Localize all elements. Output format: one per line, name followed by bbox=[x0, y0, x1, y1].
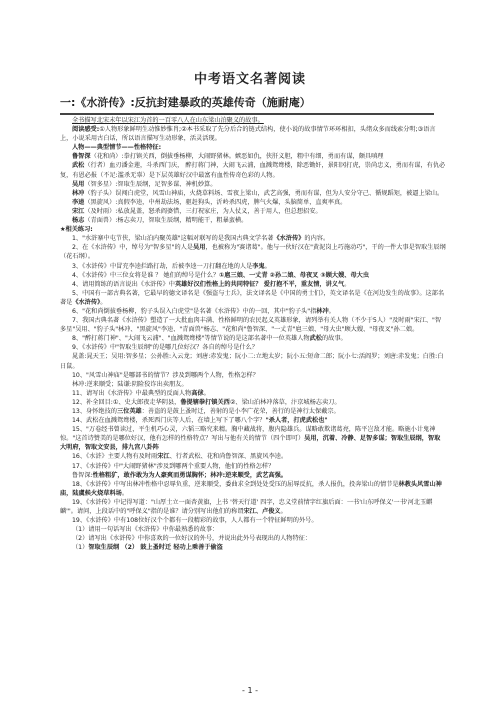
question-text: 9、《水浒传》中"智取生辰纲"的是哪几位好汉？各自的绰号是什么？ bbox=[72, 344, 258, 352]
answer-text: 性格粗犷，敢作敢为为人豪爽而勇谋胸怀；林冲:逆来顺受，武艺高强。 bbox=[92, 471, 287, 479]
guide-paragraph bbox=[60, 125, 446, 143]
question-tail: 的内容。 bbox=[304, 235, 330, 243]
heading-underline bbox=[60, 113, 434, 115]
question-tail: 。 bbox=[328, 307, 335, 315]
question-item bbox=[60, 534, 446, 543]
question-item bbox=[60, 525, 446, 534]
question-tail: 。 bbox=[264, 262, 271, 270]
answer-text: 三位英雄 bbox=[117, 408, 142, 415]
answer-text: 英雄好汉们性格上的共同特征？ 爱打抱不平，重友情，讲义气 bbox=[174, 280, 345, 288]
question-text: （1）请用一句话写出《水浒传》中你最熟悉的故事： bbox=[72, 526, 219, 534]
character-entry bbox=[60, 161, 446, 179]
answer-text: 林教头风雪山神庙，陆虞候火烧草料场 bbox=[60, 480, 442, 497]
question-item bbox=[60, 316, 446, 334]
answer-text: 武松 bbox=[309, 335, 322, 343]
question-item bbox=[60, 307, 446, 316]
character-description: （智多星）:智取生辰纲，足智多谋、神机妙算。 bbox=[84, 180, 217, 188]
character-name: 吴用 bbox=[72, 180, 85, 188]
question-text: 8、"醉打蒋门神"、"大闹飞云浦"、"血溅鸳鸯楼"等情节说的是这部名著中一位英雄人物 bbox=[72, 335, 310, 343]
question-text: 10、"风雪山神庙"是哪部书的情节？涉及到哪两个人物，性格怎样？ bbox=[72, 371, 259, 379]
question-item bbox=[60, 452, 446, 461]
character-entry bbox=[60, 180, 446, 189]
question-item bbox=[60, 471, 446, 480]
guide-text: ①人物形象鲜明生动惟妙惟肖;②本书采取了先分后合的链式结构，使小说的故事情节环环相扣，头绪众多而线索分明;③语言上，小说采用古白话，所以语言描写生动形象，活灵活现。 bbox=[60, 126, 436, 143]
question-item bbox=[60, 407, 446, 416]
question-text: （1） bbox=[72, 544, 89, 552]
question-item bbox=[60, 498, 446, 516]
question-item bbox=[60, 280, 446, 289]
answer-text: 鲁提辖拳打镇关西 bbox=[180, 398, 230, 406]
question-text: 4、请用简练的语言说出《水浒传》中 bbox=[72, 280, 175, 288]
question-item bbox=[60, 371, 446, 380]
question-tail: 。 bbox=[203, 389, 210, 397]
question-item bbox=[60, 243, 446, 261]
character-description: （及时雨）:私放晁盖，怒杀阎婆惜，三打祝家庄，为人仗义，善于用人，但总想招安。 bbox=[84, 207, 322, 215]
question-item bbox=[60, 234, 446, 243]
question-text: 18、《水浒传》中写出林冲性格中忍辱负重，逆来顺受，委曲求全到处处受压的屈辱反抗，杀人报仇，投奔梁山的情节是 bbox=[72, 480, 399, 488]
question-text: 7、我国古典名著《水浒传》塑造了一大批血肉丰满、性格鲜明的农民起义英雄形象，请列举有关人物（不少于5人）"及时雨"宋江、"智多星"吴用、"豹子头"林冲、"黑旋风"李逵、"青面兽"杨志、"花和尚"鲁智深、"一丈青"扈三娘、"母大虫"顾大嫂、"母夜叉"孙二娘 bbox=[60, 317, 442, 334]
answer-text: "杀人者，打虎武松也" bbox=[265, 417, 328, 425]
question-text: （2）请写出《水浒传》中你喜欢的一位好汉的外号，并说出此外号表现出的人物特征： bbox=[72, 535, 312, 543]
character-name: 鲁智深 bbox=[72, 153, 91, 161]
question-item bbox=[60, 543, 446, 552]
question-text: 5、中国有一部古典名著，它最早的德文译名是《强盗与士兵》，法文译名是《中国的勇士们》，英文译名是《在河边发生的故事》。这部名著是 bbox=[60, 289, 445, 306]
page-title: 中考语文名著阅读 bbox=[193, 72, 306, 87]
question-text: 16、《水浒》主要人物有及时雨 bbox=[72, 453, 158, 461]
question-tail: ，也被称为"赛诸葛"。他与一伙好汉在"黄泥岗上巧施动巧"，干的一件大事是智取生辰纲（花石纲）。 bbox=[60, 244, 446, 261]
question-text: 3、《水浒传》中冒充李逵拦路打劫，后被李逵一刀打翻在地的人是 bbox=[72, 262, 253, 270]
answer-text: 《水浒传》 bbox=[273, 235, 305, 243]
character-description: （豹子头）误闯白虎堂，风雪山神庙，火烧草料场、雪夜上梁山，武艺高强，勇而有谋，但为人安分守己、循规蹈矩，被逼上梁山。 bbox=[84, 189, 444, 197]
answer-text: 高俅 bbox=[191, 389, 204, 397]
questions-list bbox=[60, 234, 446, 552]
question-item bbox=[60, 425, 446, 452]
character-name: 林冲 bbox=[72, 189, 85, 197]
question-text: 鲁智深: bbox=[72, 471, 93, 479]
character-entry bbox=[60, 207, 446, 216]
character-entry bbox=[60, 152, 446, 161]
answer-text: 吴用，沉着、冷静、足智多谋；智取生辰纲，智取大明府，智取文安县，排九宫八卦阵 bbox=[60, 435, 441, 452]
question-item bbox=[60, 352, 446, 370]
characters-heading: 人物——典型情节——性格特征: bbox=[72, 144, 162, 152]
question-tail: ：善盗的是鼓上蚤时迁，善射的是小李广花荣，善行的是神行太保戴宗。 bbox=[141, 408, 340, 415]
question-text: 17、《水浒传》中"大闹野猪林"涉及到哪两个重要人物，他们的性格怎样？ bbox=[72, 462, 275, 470]
intro-line: 全书描写北宋末年以宋江为首的一百零八人在山东梁山泊聚义的故事。 bbox=[72, 117, 264, 124]
character-entry bbox=[60, 198, 446, 207]
character-entry bbox=[60, 216, 446, 225]
document-body bbox=[60, 116, 446, 553]
practice-heading: ★相关练习: bbox=[60, 226, 93, 234]
section-number: 一: bbox=[60, 96, 76, 109]
guide-label: 阅读感受: bbox=[72, 126, 100, 134]
question-item bbox=[60, 462, 446, 471]
question-item bbox=[60, 271, 446, 280]
answer-text: 李鬼 bbox=[252, 262, 265, 270]
question-text: 林冲:逆来顺受；陆谦:阴险狡诈出卖朋友。 bbox=[72, 380, 188, 388]
answer-text: 智取生辰纲 （2） 鼓上蚤时迁 轻功上乘善于偷盗 bbox=[88, 544, 223, 552]
character-description: （青面兽）:杨志卖刀，智取生辰纲，精明能干，粗暴蛮横。 bbox=[84, 217, 248, 225]
question-item bbox=[60, 262, 446, 271]
question-text: 12、补全回目:①、史大郎夜走华阴县， bbox=[72, 398, 181, 406]
question-item bbox=[60, 398, 446, 407]
question-text: 11、请写出《水浒传》中最典型的反面人物 bbox=[72, 389, 192, 397]
question-text: 19、《水浒传》中有108位好汉个个都有一段精彩的故事，人人都有一个特征鲜明的外号。 bbox=[72, 517, 318, 525]
character-name: 武松 bbox=[72, 162, 85, 170]
question-text: 13、身怀绝技的 bbox=[72, 408, 117, 415]
answer-text: 宋江 bbox=[157, 453, 170, 461]
question-text: 晁盖:晁天王；吴用:智多星；公孙胜:入云龙；刘唐:赤发鬼；阮小二:立地太岁；阮小五:短命二郎；阮小七:活阎罗；刘唐:赤发鬼；白胜:白日鼠。 bbox=[60, 353, 444, 370]
character-name: 杨志 bbox=[72, 217, 85, 225]
character-entry bbox=[60, 189, 446, 198]
question-text: 15、"万卷经书曾读过，平生机巧心灵，六韬三略究来精。胸中藏战将，腹内隐雄兵。谋略敢欺诸葛亮，陈平岂敌才能。略施小计鬼神惊。"这首诗赞美的是哪位好汉，他有怎样的性格特点？写出与他有关的情节（四个即可） bbox=[60, 426, 436, 443]
question-text: 6、"花和尚倒拔垂杨柳，豹子头误入白虎堂"是名著《水浒传》中的一回，其中"豹子头"指 bbox=[72, 307, 317, 315]
answer-text: 《水浒传》 bbox=[72, 298, 101, 306]
answer-text: 宋江、卢俊义 bbox=[243, 508, 281, 516]
answer-text: 林冲 bbox=[316, 307, 329, 315]
question-item bbox=[60, 334, 446, 343]
character-description: （黑旋风）:真假李逵，中州劫法场，驱赶狗头，沂岭杀四虎，脾气火爆，头脑简单，直爽率真。 bbox=[84, 198, 347, 206]
question-item bbox=[60, 389, 446, 398]
characters-list bbox=[60, 152, 446, 225]
question-tail: 。 bbox=[412, 326, 419, 334]
question-text: 19、《水浒传》中记得写道："山厚土立一面杏黄旗，上书 '替天行道' 四字，忠义堂前情字红旗后面：一书'山东呼保义'一书'河北玉麒麟'"。请问，上段话中的"呼保义"指的是谁？请分别写出他们的称谓 bbox=[60, 498, 433, 516]
character-description: （行者）血刃潘金莲，斗杀西门庆， 醉打蒋门神，大闹飞云浦，血溅鸳鸯楼，除恶锄奸，景阳冈打虎，崇尚忠义，勇而有谋，有仇必复，有恩必报（不足:滥杀无辜）是下层英雄好汉中最富有血性传奇色彩的人物。 bbox=[60, 162, 446, 179]
question-tail: 。 bbox=[100, 298, 107, 306]
character-description: （花和尚）:拳打镇关西，倒拔垂杨柳，大闹野猪林。嫉恶如仇，侠肝义胆，粗中有细，勇而有谋，颇具嗔理 bbox=[90, 153, 384, 161]
character-name: 李逵 bbox=[72, 198, 85, 206]
question-tail: 。 bbox=[280, 508, 287, 516]
section-title: 《水浒传》:反抗封建暴政的英雄传奇（施耐庵） bbox=[75, 96, 311, 109]
question-tail: ②、梁山泊林冲落草，汴京城杨志卖刀。 bbox=[229, 398, 341, 406]
question-text: 14、武松在血溅鸳鸯楼，杀死西门庆等人后，在墙上写下了哪八个字？ bbox=[72, 417, 266, 425]
character-name: 宋江 bbox=[72, 207, 85, 215]
question-text: 4、《水浒传》中三位女将是谁 ？ 她们的绰号是什么？ bbox=[72, 271, 220, 279]
question-item bbox=[60, 516, 446, 525]
answer-text: ①扈三娘、一丈青 ②孙二娘、母夜叉 ③顾大嫂、母大虫 bbox=[219, 271, 370, 279]
question-tail: 、行者武松、花和尚鲁智深、黑旋风李逵。 bbox=[169, 453, 288, 461]
answer-text: 吴用 bbox=[193, 244, 206, 252]
page-number: - 1 - bbox=[242, 686, 258, 695]
question-item bbox=[60, 416, 446, 425]
section-heading bbox=[60, 94, 434, 115]
question-item bbox=[60, 343, 446, 352]
question-item bbox=[60, 289, 446, 307]
question-item bbox=[60, 380, 446, 389]
question-item bbox=[60, 480, 446, 498]
question-tail: 。 bbox=[344, 280, 351, 288]
question-text: 2、在《水浒传》中，绰号为"智多星"的人是 bbox=[72, 244, 194, 252]
question-text: 1、"水浒寨中屯节侠，梁山泊内聚英雄"这幅对联写的是我国古典文学名著 bbox=[72, 235, 274, 243]
question-tail: 的故事。 bbox=[321, 335, 347, 343]
question-tail: 。 bbox=[121, 489, 129, 497]
